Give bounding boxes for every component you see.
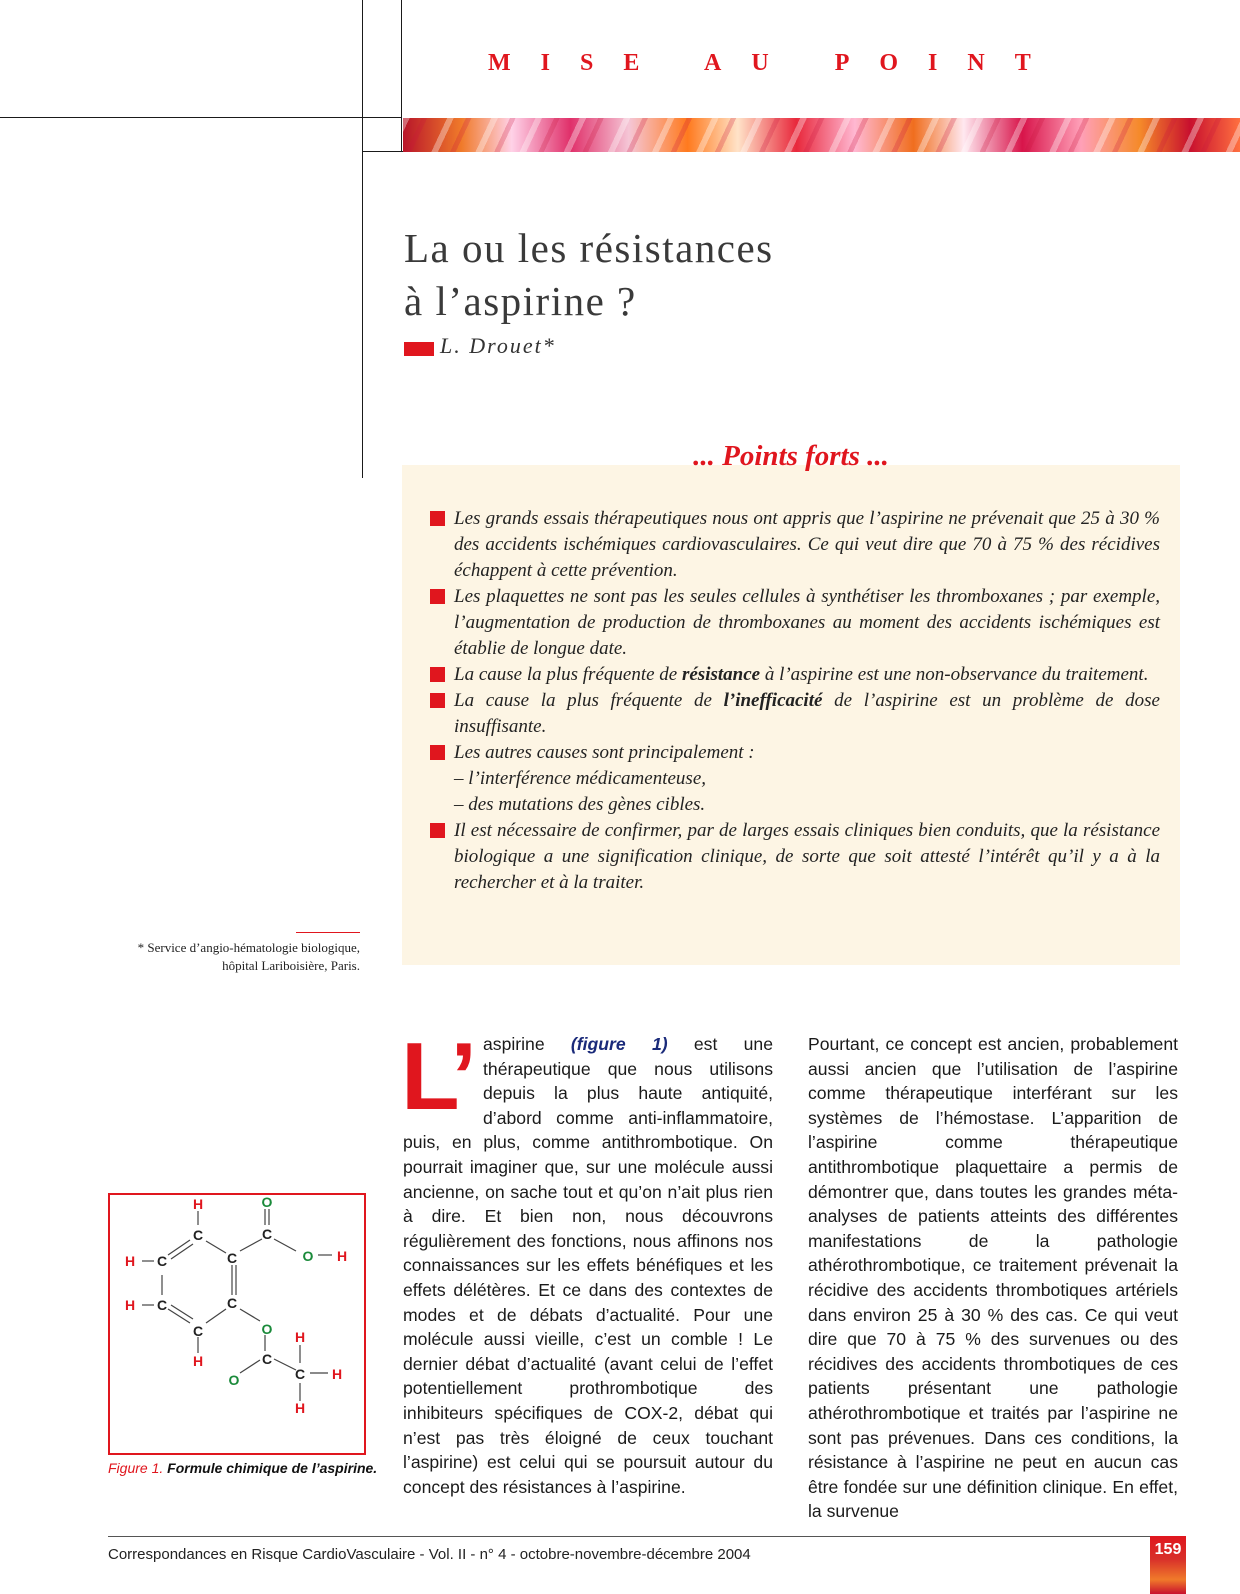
atom-carbon: C [192, 1227, 204, 1243]
atom-hydrogen: H [336, 1248, 348, 1264]
key-point-item [430, 584, 1160, 662]
atom-hydrogen: H [294, 1400, 306, 1416]
affiliation-line: hôpital Lariboisière, Paris. [222, 958, 360, 973]
atom-oxygen: O [228, 1372, 240, 1388]
atom-carbon: C [192, 1323, 204, 1339]
atom-hydrogen: H [294, 1329, 306, 1345]
atom-oxygen: O [261, 1321, 273, 1337]
section-rubric: MISE AU POINT [488, 50, 1061, 76]
key-point-text: La cause la plus fréquente de [454, 690, 724, 711]
key-point-text: Il est nécessaire de confirmer, par de larges essais cliniques bien conduits, que la résistance biologique a une signification clinique, de sorte que soit attesté l’intérêt qu’il y a à la rechercher et à la traiter. [454, 820, 1160, 893]
key-point-text: à l’aspirine est une non-observance du traitement. [760, 664, 1149, 685]
bullet-square-icon [430, 693, 445, 708]
key-point-text: Les autres causes sont principalement : [454, 742, 755, 763]
key-point-emphasis: l’inefficacité [723, 690, 823, 711]
atom-hydrogen: H [192, 1353, 204, 1369]
author-marker [404, 342, 434, 356]
figure-label: Figure 1. [108, 1460, 164, 1476]
footer-rule [108, 1536, 1180, 1537]
key-points-list [430, 506, 1160, 896]
key-points-title: ... Points forts ... [693, 440, 889, 472]
body-column-2: Pourtant, ce concept est ancien, probablement aussi ancien que l’utilisation de l’aspirine comme thérapeutique interférant sur les systèmes de l’hémostase. L’apparition de l’aspirine comme thérapeutique antithrombotique plaquettaire a permis de démontrer que, dans toutes les grandes méta-analyses de patients atteints des différentes manifestations de la pathologie athérothrombotique, ce traitement prévenait la récidive des accidents thrombotiques artériels dans environ 25 à 30 % des cas. Ce qui veut dire que 70 à 75 % des survenues ou des récidives des accidents thrombotiques de ces patients présentant une pathologie athérothrombotique et traités par l’aspirine ne sont pas prévenues. Dans ces conditions, la résistance à l’aspirine ne peut en aucun cas être fondée sur une définition clinique. En effet, la survenue [808, 1034, 1178, 1522]
key-point-text: Les grands essais thérapeutiques nous ont appris que l’aspirine ne prévenait que 25 à 30 % des accidents ischémiques cardiovasculaires. Ce qui veut dire que 70 à 75 % des récidives échappent à cette prévention. [454, 508, 1160, 581]
atom-carbon: C [156, 1297, 168, 1313]
key-point-item [430, 688, 1160, 740]
decorative-banner-texture [403, 118, 1240, 152]
key-point-text: de l’aspirine est un problème de dose insuffisante. [454, 690, 1160, 737]
key-point-item [430, 506, 1160, 584]
key-point-subitem: – des mutations des gènes cibles. [454, 794, 706, 815]
author-affiliation [110, 939, 360, 975]
bullet-square-icon [430, 589, 445, 604]
atom-hydrogen: H [192, 1196, 204, 1212]
body-column-1 [401, 1023, 773, 1499]
bullet-square-icon [430, 511, 445, 526]
body-text: est une thérapeutique que nous utilisons depuis la plus haute antiquité, d’abord comme anti-inflammatoire, puis, en plus, comme antithrombotique. On pourrait imaginer que, sur une molécule aussi ancienne, on sache tout et qu’on n’ait plus rien à dire. Et bien non, nous découvrons régulièrement des fonctions, nous affinons nos connaissances sur les effets bénéfiques et les effets délétères. Et ce dans des contextes de modes et de débats d’actualité. Pour une molécule aussi vieille, c’est un comble ! Le dernier débat d’actualité (avant celui de l’effet potentiellement prothrombotique des inhibiteurs spécifiques de COX-2, débat qui n’est pas très éloigné de ceux touchant l’aspirine) est celui qui se poursuit autour du concept des résistances à l’aspirine. [403, 1034, 773, 1497]
title-line-1: La ou les résistances [404, 225, 774, 271]
atom-carbon: C [261, 1226, 273, 1242]
page-number: 159 [1154, 1541, 1182, 1558]
article-title [404, 222, 1044, 328]
drop-cap: L’ [401, 1023, 474, 1130]
atom-carbon: C [226, 1250, 238, 1266]
key-point-text: La cause la plus fréquente de [454, 664, 682, 685]
key-point-item [430, 740, 1160, 818]
key-point-text: Les plaquettes ne sont pas les seules cellules à synthétiser les thromboxanes ; par exemple, l’augmentation de production de thromboxanes au moment des accidents ischémiques est établie de longue date. [454, 586, 1160, 659]
atom-hydrogen: H [124, 1297, 136, 1313]
atom-oxygen: O [302, 1248, 314, 1264]
figure-caption [108, 1460, 378, 1476]
atom-hydrogen: H [331, 1366, 343, 1382]
atom-carbon: C [156, 1253, 168, 1269]
figure-caption-text: Formule chimique de l’aspirine. [163, 1460, 378, 1476]
figure-frame [108, 1193, 366, 1455]
author-name: L. Drouet* [440, 333, 556, 358]
affiliation-line: * Service d’angio-hématologie biologique, [137, 940, 360, 955]
atom-labels [125, 1195, 347, 1416]
key-point-item [430, 662, 1160, 688]
bullet-square-icon [430, 745, 445, 760]
affiliation-rule [296, 932, 360, 933]
vertical-rule-right [401, 0, 402, 152]
atom-hydrogen: H [124, 1253, 136, 1269]
figure-reference-link[interactable]: (figure 1) [570, 1034, 668, 1054]
aspirine-structure-diagram [110, 1195, 364, 1453]
vertical-rule-left [362, 0, 363, 478]
atom-carbon: C [226, 1295, 238, 1311]
key-point-emphasis: résistance [681, 664, 761, 685]
key-point-subitem: – l’interférence médicamenteuse, [454, 768, 707, 789]
horizontal-rule-top [0, 117, 402, 118]
atom-carbon: C [294, 1366, 306, 1382]
journal-citation: Correspondances en Risque CardioVasculaire - Vol. II - n° 4 - octobre-novembre-décembre 2004 [108, 1546, 751, 1563]
bullet-square-icon [430, 823, 445, 838]
atom-carbon: C [261, 1351, 273, 1367]
atom-oxygen: O [261, 1195, 273, 1210]
title-line-2: à l’aspirine ? [404, 278, 637, 324]
body-text: aspirine [483, 1034, 571, 1054]
bullet-square-icon [430, 667, 445, 682]
key-point-item [430, 818, 1160, 896]
